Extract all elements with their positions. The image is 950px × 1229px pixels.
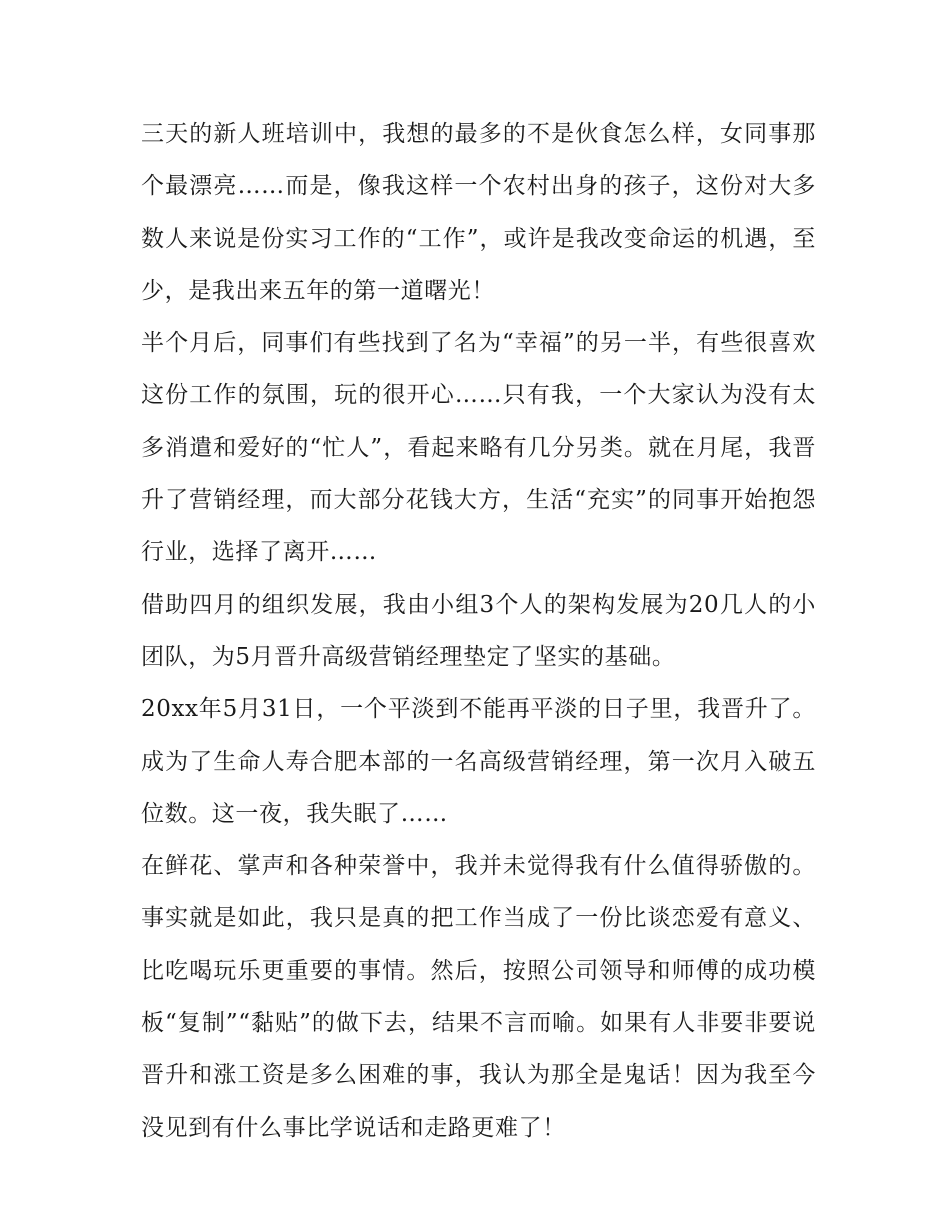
paragraph-3: 借助四月的组织发展，我由小组3个人的架构发展为20几人的小团队，为5月晋升高级营销经理垫定了坚实的基础。 xyxy=(141,591,816,670)
paragraph-4: 20xx年5月31日，一个平淡到不能再平淡的日子里，我晋升了。成为了生命人寿合肥本部的一名高级营销经理，第一次月入破五位数。这一夜，我失眠了…… xyxy=(141,696,816,827)
paragraph-2: 半个月后，同事们有些找到了名为“幸福”的另一半，有些很喜欢这份工作的氛围，玩的很开心……只有我，一个大家认为没有太多消遣和爱好的“忙人”，看起来略有几分另类。就在月尾，我晋升了营销经理，而大部分花钱大方，生活“充实”的同事开始抱怨行业，选择了离开…… xyxy=(141,330,816,566)
paragraph-5: 在鲜花、掌声和各种荣誉中，我并未觉得我有什么值得骄傲的。事实就是如此，我只是真的把工作当成了一份比谈恋爱有意义、比吃喝玩乐更重要的事情。然后，按照公司领导和师傅的成功模板“复制”“黏贴”的做下去，结果不言而喻。如果有人非要非要说晋升和涨工资是多么困难的事，我认为那全是鬼话！因为我至今没见到有什么事比学说话和走路更难了！ xyxy=(141,853,816,1141)
document-body xyxy=(141,108,816,1154)
paragraph-1: 三天的新人班培训中，我想的最多的不是伙食怎么样，女同事那个最漂亮……而是，像我这样一个农村出身的孩子，这份对大多数人来说是份实习工作的“工作”，或许是我改变命运的机遇，至少，是我出来五年的第一道曙光！ xyxy=(141,121,816,304)
